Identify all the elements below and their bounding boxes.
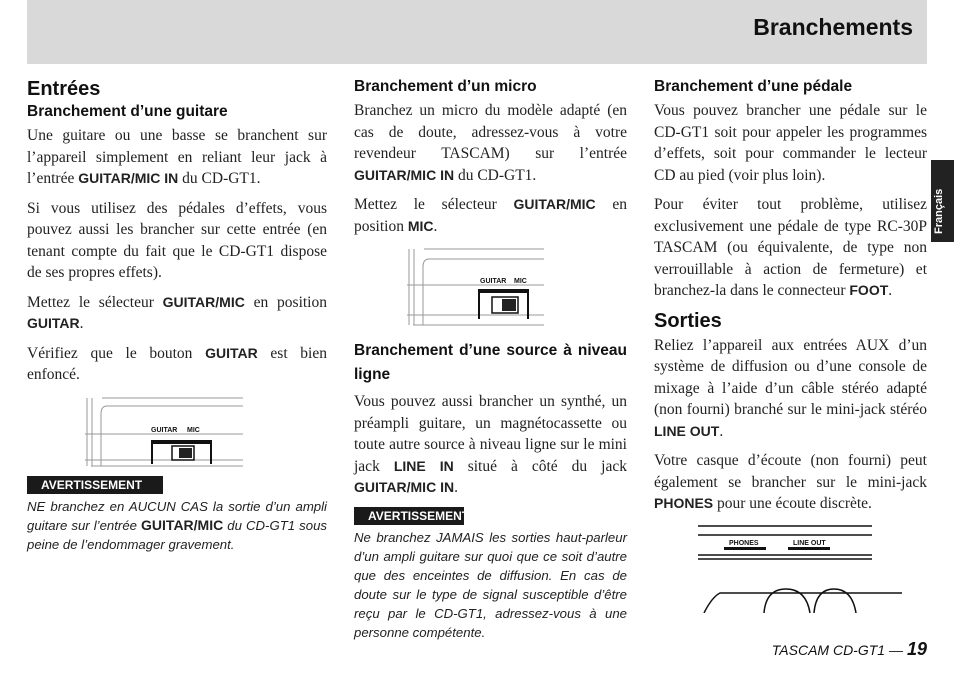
paragraph: Si vous utilisez des pédales d’effets, vous pouvez aussi les brancher sur cette entrée (en tenant compte du fait que le CD-GT1 dispose de ses propres effets). (27, 199, 327, 281)
paragraph: Votre casque d’écoute (non fourni) peut également se brancher sur le mini-jack PHONES pour une écoute discrète. (654, 452, 927, 512)
key-label: GUITAR/MIC IN (354, 479, 455, 495)
key-label: GUITAR/MIC IN (78, 170, 179, 186)
paragraph: Vous pouvez brancher une pédale sur le CD-GT1 soit pour appeler les programmes d’effets, soit pour commander le lecteur CD au pied (voir plus loin). (654, 102, 927, 184)
warning-label: AVERTISSEMENT (354, 507, 464, 525)
key-label: GUITAR (27, 315, 80, 331)
subheading-pedale: Branchement d’une pédale (654, 78, 853, 95)
key-label: LINE IN (393, 457, 454, 474)
paragraph: Pour éviter tout problème, utilisez exclusivement une pédale de type RC-30P TASCAM (ou équivalente, de type non verrouillable à action de fermeture) et branchez-la dans le connecteur FOOT. (654, 196, 927, 299)
guitar-mic-switch-diagram-mic (354, 245, 627, 333)
key-label: GUITAR (205, 344, 258, 361)
warning-text: Ne branchez JAMAIS les sorties haut-parleur d’un ampli guitare sur quoi que ce soit d’autre que des enceintes de diffusion. En cas de doute sur le type de signal susceptible d’être reçu par le CD-GT1, adressez-vous à une personne compétente. (354, 529, 627, 640)
paragraph: Mettez le sélecteur GUITAR/MIC en position GUITAR. (27, 293, 327, 332)
key-label: PHONES (654, 495, 714, 511)
key-label: LINE OUT (654, 422, 720, 439)
subheading-niveau-ligne: Branchement d’une source à niveau ligne (354, 342, 627, 383)
key-label: GUITAR/MIC (141, 516, 224, 533)
paragraph: Mettez le sélecteur GUITAR/MIC en position MIC. (354, 196, 627, 235)
switch-label-mic: MIC (187, 426, 200, 434)
switch-label-guitar: GUITAR (480, 278, 507, 285)
key-label: MIC (407, 217, 434, 234)
column-1 (27, 78, 327, 554)
jack-label-phones: PHONES (729, 539, 759, 547)
guitar-mic-switch-diagram-guitar (27, 394, 327, 476)
language-tab-label: Français (933, 188, 945, 234)
paragraph: Branchez un micro du modèle adapté (en cas de doute, adressez-vous à votre revendeur TASCAM) sur l’entrée GUITAR/MIC IN du CD-GT1. (354, 102, 627, 184)
section-heading-entrees: Entrées (27, 78, 101, 100)
section-heading-sorties: Sorties (654, 309, 722, 332)
page-number: 19 (906, 639, 927, 659)
key-label: GUITAR/MIC (162, 293, 245, 310)
switch-label-mic: MIC (514, 278, 527, 285)
key-label: GUITAR/MIC IN (354, 166, 455, 183)
jack-label-line-out: LINE OUT (793, 539, 826, 547)
page-footer (772, 639, 927, 660)
output-jacks-diagram (654, 523, 927, 613)
warning-label: AVERTISSEMENT (27, 476, 163, 494)
column-2 (354, 78, 627, 642)
paragraph: Une guitare ou une basse se branchent sur l’appareil simplement en reliant leur jack à l’entrée GUITAR/MIC IN du CD-GT1. (27, 127, 327, 187)
subheading-guitare: Branchement d’une guitare (27, 103, 228, 120)
key-label: FOOT (849, 282, 889, 298)
subheading-micro: Branchement d’un micro (354, 78, 537, 95)
paragraph: Vous pouvez aussi brancher un synthé, un préampli guitare, un magnétocassette ou toute autre source à niveau ligne sur le mini jack LINE IN situé à côté du jack GUITAR/MIC IN. (354, 393, 627, 496)
page-title: Branchements (753, 14, 913, 40)
switch-label-guitar: GUITAR (151, 426, 178, 434)
language-tab (931, 160, 954, 242)
warning-text: NE branchez en AUCUN CAS la sortie d’un ampli guitare sur l’entrée GUITAR/MIC du CD-GT1 sous peine de l’endommager gravement. (27, 498, 327, 552)
paragraph: Reliez l’appareil aux entrées AUX d’un système de diffusion ou d’une console de mixage à l’aide d’un câble stéréo adapté (non fourni) branché sur le mini-jack stéréo LINE OUT. (654, 336, 927, 440)
column-3 (654, 78, 927, 613)
key-label: GUITAR/MIC (513, 196, 596, 212)
paragraph: Vérifiez que le bouton GUITAR est bien enfoncé. (27, 344, 327, 383)
page-header (27, 0, 927, 64)
footer-model: TASCAM CD-GT1 — (771, 642, 903, 658)
